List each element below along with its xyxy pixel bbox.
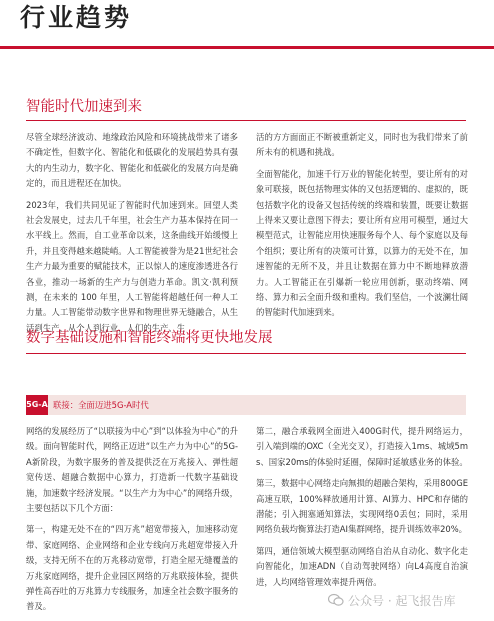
watermark-text: 公众号 · 起飞报告库 xyxy=(348,594,456,608)
section1-column-left xyxy=(26,130,238,342)
paragraph: 第二，融合承载网全面进入400G时代，提升网络运力，引入端到端的OXC（全光交叉），打造接入1ms、城域5ms、国家20ms的体验时延圈，保障时延敏感业务的体验。 xyxy=(256,426,468,467)
section-heading-intelligent-era: 智能时代加速到来 xyxy=(26,99,142,115)
subsection-bar-connectivity xyxy=(26,395,466,415)
paragraph: 第四，通信领域大模型驱动网络自治从自动化、数字化走向智能化，加速ADN（自动驾驶网络）向L4高度自治演进，人均网络管理效率提升两倍。 xyxy=(256,545,468,587)
section2-column-left xyxy=(26,424,238,621)
paragraph: 活的方方面面正不断被重新定义，同时也为我们带来了前所未有的机遇和挑战。 xyxy=(256,132,468,158)
section2-column-right xyxy=(256,424,468,596)
subsection-label: 联接：全面迈进5G-A时代 xyxy=(53,400,149,410)
paragraph: 网络的发展经历了“以联接为中心”到“以体验为中心”的升级。面向智能时代，网络正迈进“以生产力为中心”的5G-A新阶段，为数字服务的普及提供泛在万兆接入、弹性超宽传送、超融合数据中心算力，打造新一代数字基础设施，加速数字经济发展。“以生产力为中心”的网络升级，主要包括以下几个方面： xyxy=(26,426,238,514)
page-title: 行业趋势 xyxy=(20,3,133,32)
section-divider xyxy=(26,353,466,354)
wechat-icon xyxy=(328,593,344,610)
5g-icon: 5G-A xyxy=(26,395,48,415)
watermark xyxy=(328,592,455,610)
title-divider xyxy=(0,46,494,49)
paragraph: 第一，构建无处不在的“四万兆”超宽带接入，加速移动宽带、家庭网络、企业网络和企业专线向万兆超宽带接入升级，支持无所不在的万兆移动宽带，打造全屋无缝覆盖的万兆家庭网络，提升企业园区网络的万兆联接体验，提供弹性高吞吐的万兆算力专线服务，加速全社会数字服务的普及。 xyxy=(26,524,238,612)
paragraph: 全面智能化，加速千行万业的智能化转型，要让所有的对象可联接，既包括物理实体的又包括逻辑的、虚拟的，既包括数字化的设备又包括传统的终端和装置，既要让数据上得来又要让意图下得去；要让所有应用可模型，通过大模型范式，让智能应用快速服务每个人、每个家庭以及每个组织；要让所有的决策可计算，以算力的无处不在，加速智能的无所不及，并且让数据在算力中不断地释放潜力。人工智能正在引爆新一轮应用创新，驱动终端、网络、算力和云全面升级和重构。我们坚信，一个波澜壮阔的智能时代加速到来。 xyxy=(256,168,468,318)
paragraph: 第三，数据中心网络走向無损的超融合架构，采用800GE高速互联，100%释放通用计算、AI算力、HPC和存储的潜能；引入拥塞通知算法，实现网络0丢包；同时，采用网络负载均衡算法打造AI集群网络，提升训练效率20%。 xyxy=(256,478,469,535)
section-divider xyxy=(26,120,466,121)
paragraph: 尽管全球经济波动、地缘政治风险和环境挑战带来了诸多不确定性，但数字化、智能化和低碳化的发展趋势具有强大的内生动力，数字化、智能化和低碳化的发展方向是确定的，而且进程还在加快。 xyxy=(26,132,238,189)
section-heading-digital-infrastructure: 数字基础设施和智能终端将更快地发展 xyxy=(26,330,273,346)
section1-column-right xyxy=(256,130,468,327)
paragraph: 2023年，我们共同见证了智能时代加速到来。回望人类社会发展史，过去几千年里，社会生产力基本保持在同一水平线上。然而，自工业革命以来，这条曲线开始缓慢上升，并且变得越来越陡峭。人工智能被誉为是21世纪社会生产力最为重要的赋能技术，正以惊人的速度渗透进各行各业，推动一场新的生产力与创造力革命。凯文·凯利预测，在未来的 100 年里，人工智能将超越任何一种人工力量。人工智能带动数字世界和物理世界无缝融合，从生活到生产，从个人到行业，人们的生产、生 xyxy=(26,199,238,333)
